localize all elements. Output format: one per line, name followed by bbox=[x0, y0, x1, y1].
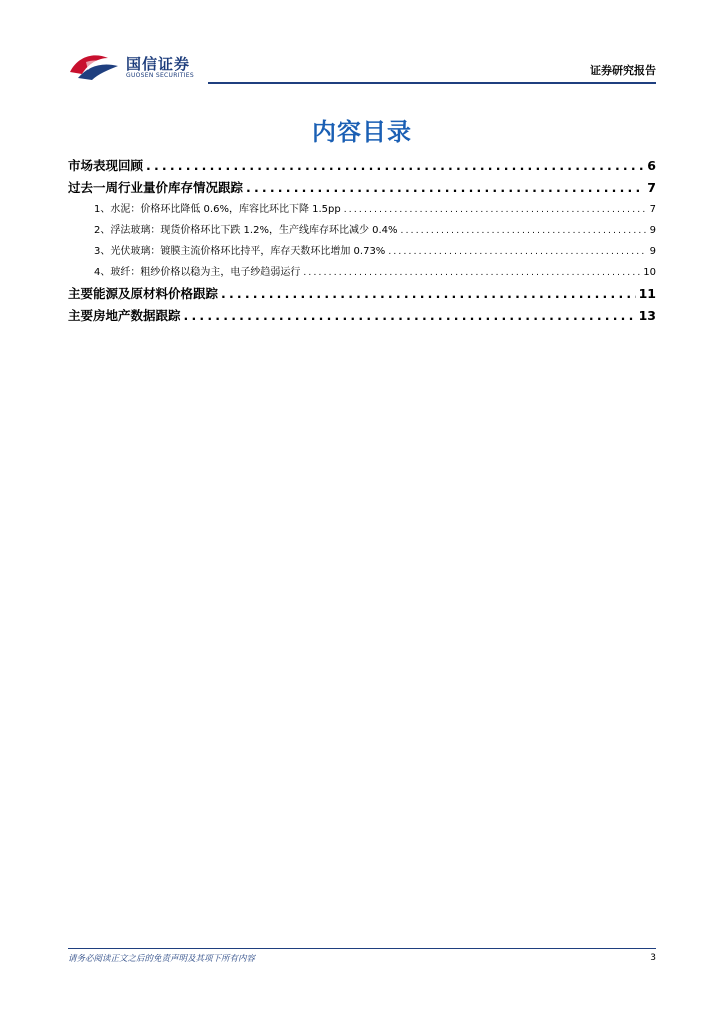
toc-dot-leader bbox=[401, 221, 647, 242]
toc-title: 内容目录 bbox=[312, 118, 412, 146]
toc-dot-leader bbox=[221, 283, 636, 305]
toc-entry-page: 9 bbox=[649, 246, 656, 257]
toc-entry-page: 10 bbox=[643, 267, 656, 278]
toc-entry-page: 7 bbox=[647, 180, 656, 195]
brand-name-cn: 国信证券 bbox=[126, 55, 191, 73]
guosen-logo-icon bbox=[68, 52, 120, 80]
toc-entry-text: 4、玻纤：粗纱价格以稳为主，电子纱趋弱运行 bbox=[94, 267, 301, 278]
toc-entry-text: 主要能源及原材料价格跟踪 bbox=[68, 286, 219, 301]
toc-entry-page: 7 bbox=[649, 204, 656, 215]
toc-entry[interactable] bbox=[68, 155, 656, 177]
guosen-logo bbox=[68, 48, 208, 84]
toc-entry-page: 6 bbox=[647, 158, 656, 173]
toc-dot-leader bbox=[146, 155, 644, 177]
header-divider bbox=[208, 82, 656, 84]
toc-entry-text: 3、光伏玻璃：镀膜主流价格环比持平，库存天数环比增加 0.73% bbox=[94, 246, 386, 257]
toc-entry-text: 过去一周行业量价库存情况跟踪 bbox=[68, 180, 244, 195]
toc-subentry[interactable] bbox=[68, 241, 656, 262]
toc-dot-leader bbox=[184, 305, 636, 327]
table-of-contents bbox=[68, 155, 656, 327]
toc-entry[interactable] bbox=[68, 177, 656, 199]
toc-entry-text: 市场表现回顾 bbox=[68, 158, 144, 173]
toc-subentry[interactable] bbox=[68, 199, 656, 220]
footer-divider bbox=[68, 948, 656, 949]
toc-dot-leader bbox=[246, 177, 644, 199]
toc-dot-leader bbox=[303, 263, 640, 284]
toc-entry[interactable] bbox=[68, 305, 656, 327]
toc-subentry[interactable] bbox=[68, 262, 656, 283]
toc-subentry[interactable] bbox=[68, 220, 656, 241]
toc-dot-leader bbox=[344, 200, 647, 221]
page-header bbox=[68, 48, 656, 84]
report-type-label: 证券研究报告 bbox=[590, 64, 656, 77]
toc-entry-text: 2、浮法玻璃：现货价格环比下跌 1.2%，生产线库存环比减少 0.4% bbox=[94, 225, 398, 236]
toc-entry-text: 1、水泥：价格环比降低 0.6%，库容比环比下降 1.5pp bbox=[94, 204, 341, 215]
toc-entry-page: 9 bbox=[649, 225, 656, 236]
footer-disclaimer: 请务必阅读正文之后的免责声明及其项下所有内容 bbox=[68, 954, 256, 964]
toc-entry-page: 13 bbox=[638, 308, 656, 323]
toc-entry-text: 主要房地产数据跟踪 bbox=[68, 308, 181, 323]
toc-entry-page: 11 bbox=[638, 286, 656, 301]
page-number: 3 bbox=[650, 953, 656, 963]
toc-entry[interactable] bbox=[68, 283, 656, 305]
brand-name-en: GUOSEN SECURITIES bbox=[126, 72, 195, 79]
toc-dot-leader bbox=[388, 242, 646, 263]
